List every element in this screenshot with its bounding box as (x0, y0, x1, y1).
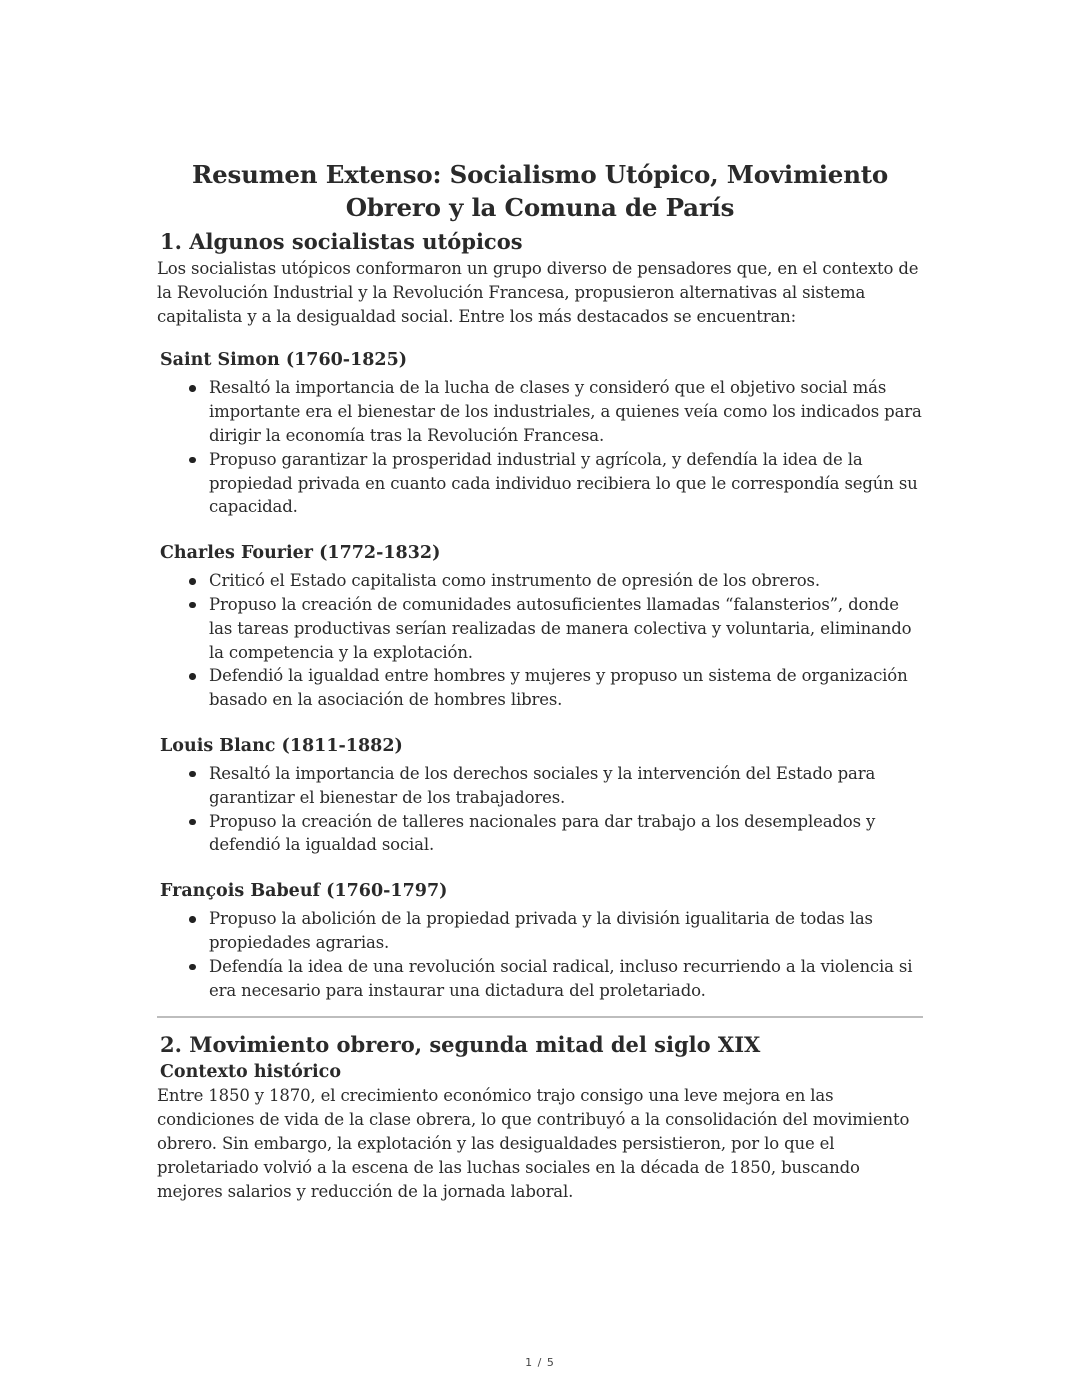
list-item (209, 762, 923, 810)
bullet-icon (189, 385, 196, 392)
list-item (209, 810, 923, 858)
bullet-icon (189, 457, 196, 464)
bullet-list (157, 762, 923, 857)
list-item-text: Resaltó la importancia de la lucha de clases y consideró que el objetivo social más importante era el bienestar de los industriales, a quienes veía como los indicados para dirigir la economía tras la Revolución Francesa. (209, 378, 922, 445)
subsection-heading: Contexto histórico (160, 1062, 341, 1083)
list-item-text: Propuso la creación de talleres nacionales para dar trabajo a los desempleados y defendió la igualdad social. (209, 811, 876, 855)
section-divider (157, 1016, 923, 1018)
list-item (209, 376, 923, 447)
bullet-icon (189, 602, 196, 609)
list-item (209, 448, 923, 519)
page-indicator: 1 / 5 (525, 1356, 555, 1369)
thinker-name: Charles Fourier (1772-1832) (160, 543, 441, 564)
list-item (209, 955, 923, 1003)
list-item-text: Resaltó la importancia de los derechos sociales y la intervención del Estado para garantizar el bienestar de los trabajadores. (209, 763, 876, 807)
list-item (209, 664, 923, 712)
bullet-list (157, 907, 923, 1002)
list-item-text: Propuso la abolición de la propiedad privada y la división igualitaria de todas las propiedades agrarias. (209, 909, 873, 952)
bullet-list (157, 376, 923, 519)
bullet-icon (189, 578, 196, 585)
list-item-text: Propuso garantizar la prosperidad industrial y agrícola, y defendía la idea de la propiedad privada en cuanto cada individuo recibiera lo que le correspondía según su capacidad. (209, 449, 918, 517)
section-text: Entre 1850 y 1870, el crecimiento económico trajo consigo una leve mejora en las condiciones de vida de la clase obrera, lo que contribuyó a la consolidación del movimiento obrero. Sin embargo, la explotación y las desigualdades persistieron, por lo que el proletariado volvió a la escena de las luchas sociales en la década de 1850, buscando mejores salarios y reducción de la jornada laboral. (157, 1086, 910, 1201)
bullet-list (157, 569, 923, 712)
thinker-block (157, 348, 923, 519)
list-item-text: Propuso la creación de comunidades autosuficientes llamadas “falansterios”, donde las tareas productivas serían realizadas de manera colectiva y voluntaria, eliminando la competencia y la explotación. (209, 594, 912, 662)
bullet-icon (189, 819, 196, 826)
bullet-icon (189, 771, 196, 778)
list-item (209, 907, 923, 955)
bullet-icon (189, 673, 196, 680)
section-heading-2: 2. Movimiento obrero, segunda mitad del siglo XIX (160, 1032, 761, 1058)
page-content (157, 158, 923, 1203)
thinker-name: François Babeuf (1760-1797) (160, 881, 448, 902)
list-item (209, 593, 923, 664)
list-item (209, 569, 923, 593)
thinker-block (157, 541, 923, 712)
section-heading-1: 1. Algunos socialistas utópicos (160, 229, 523, 254)
bullet-icon (189, 964, 196, 971)
document-title: Resumen Extenso: Socialismo Utópico, Movimiento Obrero y la Comuna de París (191, 160, 889, 222)
list-item-text: Defendía la idea de una revolución social radical, incluso recurriendo a la violencia si era necesario para instaurar una dictadura del proletariado. (209, 956, 913, 1000)
list-item-text: Defendió la igualdad entre hombres y mujeres y propuso un sistema de organización basado en la asociación de hombres libres. (209, 666, 908, 710)
thinker-name: Saint Simon (1760-1825) (160, 350, 408, 371)
thinker-block (157, 879, 923, 1002)
section-intro: Los socialistas utópicos conformaron un grupo diverso de pensadores que, en el contexto de la Revolución Industrial y la Revolución Francesa, propusieron alternativas al sistema capitalista y a la desigualdad social. Entre los más destacados se encuentran: (157, 259, 919, 326)
thinker-name: Louis Blanc (1811-1882) (160, 735, 403, 756)
bullet-icon (189, 916, 196, 923)
list-item-text: Criticó el Estado capitalista como instrumento de opresión de los obreros. (209, 571, 820, 591)
thinker-block (157, 734, 923, 857)
